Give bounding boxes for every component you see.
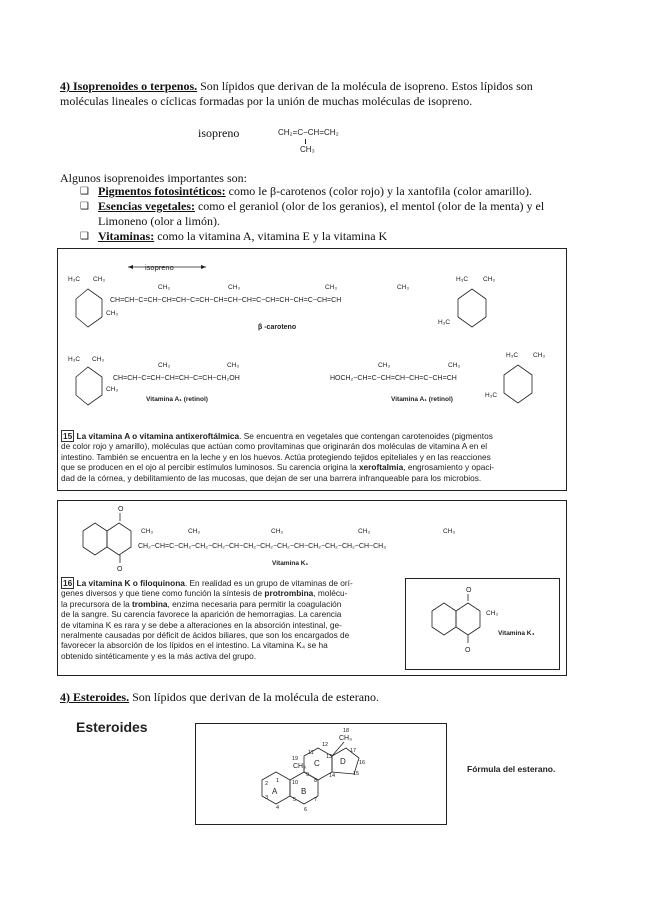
vita-label-right: Vitamina A₁ (retinol) — [391, 396, 453, 403]
bullet-text: como el geraniol (olor de los geranios), el mentol (olor de la menta) y el — [194, 199, 545, 213]
ring-label-d: D — [340, 757, 346, 766]
methyl: H₃C — [506, 352, 519, 359]
vitamin-k4-label: Vitamina K₄ — [498, 630, 535, 637]
vita-chain-right: HOCH₂−CH=C−CH=CH−CH=C−CH=CH — [330, 375, 457, 382]
caption-line: la precursora de la — [61, 598, 133, 609]
methyl: H₃C — [68, 356, 81, 363]
atom-number: 3 — [265, 795, 269, 801]
isoprene-bond — [305, 139, 306, 144]
esteroides-heading: 4) Esteroides. — [60, 690, 130, 704]
bullet-vitaminas — [98, 229, 387, 244]
methyl-right-1: H₃C — [456, 276, 469, 283]
atom-number: 17 — [350, 748, 357, 754]
isoprene-formula: CH₂=C−CH=CH₂ — [278, 128, 339, 137]
arrow-head-right — [201, 265, 206, 269]
ring-quinone — [456, 603, 480, 635]
vitamin-k-caption — [61, 578, 396, 661]
esterano-diagram — [196, 724, 446, 824]
bullet-text-2: Limoneno (olor a limón). — [98, 214, 220, 228]
bullet-esencias — [98, 199, 598, 229]
atom-number: 11 — [308, 750, 314, 756]
vitamin-k1-chain: CH₂−CH=C−CH₂−CH₂−CH₂−CH−CH₂−CH₂−CH₂−CH−CH₂−CH₂−CH₂−CH−CH₃ — [138, 543, 387, 550]
methyl-left-1: H₃C — [68, 276, 81, 283]
vitamin-k4-box — [405, 578, 560, 670]
atom-number: 5 — [293, 797, 297, 803]
isoprene-label: isopreno — [198, 126, 240, 140]
caption-line: de la sangre. Su carencia favorece la aparición de hemorragias. La carencia — [61, 609, 342, 620]
methyl-19: CH₃ — [293, 763, 306, 770]
caption-title: La vitamina K o filoquinona — [76, 578, 185, 588]
caption-title: La vitamina A o vitamina antixeroftálmica — [76, 431, 240, 441]
methyl-right-3: H₃C — [438, 319, 451, 326]
carotene-diagram — [58, 249, 566, 419]
atom-number: 12 — [322, 742, 329, 748]
bullet-term: Vitaminas: — [98, 229, 155, 243]
bullet-term: Pigmentos fotosintéticos: — [98, 184, 226, 198]
methyl-chain: CH₃ — [158, 284, 171, 291]
ring-quinone — [107, 523, 131, 555]
bullet-icon: ❑ — [80, 201, 89, 212]
isopreno-marker-label: isopreno — [145, 263, 174, 272]
vitamin-a-caption — [61, 431, 563, 483]
ring-benzene — [432, 603, 456, 635]
caption-line: favorecer la absorción de los lípidos en el intestino. La vitamina K₄ se ha — [61, 640, 328, 651]
methyl: CH₃ — [158, 362, 171, 369]
caption-line: obtenido sintéticamente y es la más activa del grupo. — [61, 650, 257, 661]
carotene-figure-box — [57, 248, 567, 491]
caption-number-badge: 16 — [63, 578, 73, 588]
vitamin-k-figure-box — [57, 500, 567, 676]
ring-benzene — [83, 523, 107, 555]
atom-number: 19 — [292, 756, 299, 762]
caption-line: . Se encuentra en vegetales que contengan carotenoides (pigmentos — [239, 431, 493, 441]
methyl: CH₃ — [533, 352, 546, 359]
bullet-pigmentos — [98, 184, 532, 199]
methyl-right-2: CH₃ — [483, 276, 496, 283]
methyl: CH₃ — [106, 386, 119, 393]
oxygen-label: O — [466, 587, 472, 594]
methyl-18: CH₃ — [339, 735, 352, 742]
ring-left — [76, 289, 102, 327]
carotene-chain: CH=CH−C=CH−CH=CH−C=CH−CH=CH−CH=C−CH=CH−CH=C−CH=CH — [110, 297, 342, 304]
atom-number: 1 — [276, 778, 280, 784]
atom-number: 14 — [329, 773, 336, 779]
vitamin-k4-diagram — [406, 579, 559, 669]
methyl: CH₃ — [227, 362, 240, 369]
atom-number: 8 — [314, 778, 318, 784]
esteroides-intro: Son lípidos que derivan de la molécula de esterano. — [129, 690, 380, 704]
isoprenoides-intro-2: moléculas lineales o cíclicas formadas por la unión de muchas moléculas de isopreno. — [60, 94, 473, 108]
caption-line: de color rojo y amarillo), moléculas que actúan como provitaminas que originarán dos moléculas de vitamina A en el — [61, 441, 488, 452]
ring-label-a: A — [272, 787, 278, 796]
bullet-icon: ❑ — [80, 186, 89, 197]
ring-vita-right — [504, 365, 532, 403]
atom-number: 16 — [359, 760, 366, 766]
examples-intro: Algunos isoprenoides importantes son: — [60, 171, 247, 185]
methyl-chain: CH₃ — [397, 284, 410, 291]
oxygen-label: O — [118, 506, 124, 513]
caption-line: intestino. También se encuentra en la leche y en los huevos. Actúa protegiendo tejidos epiteliales y en las reacciones — [61, 451, 491, 462]
atom-number: 9 — [306, 772, 310, 778]
bullet-text: como la vitamina A, vitamina E y la vitamina K — [154, 229, 388, 243]
methyl-chain: CH₃ — [325, 284, 338, 291]
bullet-icon: ❑ — [80, 231, 89, 242]
methyl: CH₃ — [448, 362, 461, 369]
caption-bold-term: trombina — [132, 598, 168, 609]
ring-label-c: C — [314, 759, 320, 768]
atom-number: 4 — [276, 805, 280, 811]
methyl: CH₃ — [92, 356, 105, 363]
vitamin-k1-label: Vitamina K₁ — [272, 560, 309, 567]
methyl: CH₃ — [188, 528, 201, 535]
methyl: CH₃ — [486, 610, 499, 617]
isoprenoides-intro-1: Son lípidos que derivan de la molécula de isopreno. Estos lípidos son — [197, 79, 533, 93]
ring-vita-left — [76, 367, 102, 405]
atom-number: 2 — [265, 781, 269, 787]
isoprenoides-heading: 4) Isoprenoides o terpenos. — [60, 79, 198, 93]
ring-right — [458, 289, 486, 327]
atom-number: 13 — [326, 754, 333, 760]
vita-chain-left: CH=CH−C=CH−CH=CH−C=CH−CH₂OH — [113, 375, 240, 382]
bullet-text: como le β-carotenos (color rojo) y la xantofila (color amarillo). — [225, 184, 532, 198]
methyl-left-3: CH₃ — [106, 310, 119, 317]
methyl-left-2: CH₃ — [93, 276, 106, 283]
caption-line: dad de la córnea, y debilitamiento de las mucosas, que dejan de ser una barrera infranqueable para los microbios. — [61, 472, 482, 483]
methyl: CH₃ — [443, 528, 456, 535]
caption-line: que se producen en el ojo al percibir estímulos luminosos. Su carencia origina la — [61, 462, 359, 473]
methyl: CH₃ — [141, 528, 154, 535]
esterano-formula-label: Fórmula del esterano. — [467, 764, 556, 774]
caption-line: de vitamina K es rara y se debe a alteraciones en la absorción intestinal, ge- — [61, 619, 342, 630]
methyl: H₃C — [485, 392, 498, 399]
caption-bold-term: protrombina — [264, 588, 314, 599]
atom-number: 18 — [343, 728, 350, 734]
isoprenoides-paragraph — [60, 79, 600, 109]
caption-line: , engrosamiento y opaci- — [403, 462, 495, 473]
caption-line: neralmente causadas por déficit de ácidos biliares, que son los encargados de — [61, 630, 350, 641]
oxygen-label: O — [117, 566, 123, 573]
atom-number: 6 — [304, 807, 308, 813]
bullet-term: Esencias vegetales: — [98, 199, 195, 213]
atom-number: 7 — [314, 797, 318, 803]
esterano-box — [195, 723, 447, 825]
caption-line: , enzima necesaria para permitir la coagulación — [167, 598, 342, 609]
caption-line: genes diversos y que tiene como función la síntesis de — [61, 588, 265, 599]
carotene-label: β -caroteno — [258, 324, 297, 331]
ring-label-b: B — [301, 787, 307, 796]
arrow-head-left — [128, 265, 133, 269]
caption-number-badge: 15 — [63, 431, 73, 441]
isoprene-methyl: CH₃ — [300, 145, 315, 154]
caption-line: . En realidad es un grupo de vitaminas de orí- — [184, 578, 353, 588]
oxygen-label: O — [465, 647, 471, 654]
caption-line: , molécu- — [313, 588, 348, 599]
caption-bold-term: xeroftalmia — [358, 462, 404, 473]
methyl: CH₃ — [358, 528, 371, 535]
atom-number: 15 — [353, 771, 360, 777]
methyl: CH₃ — [271, 528, 284, 535]
esteroides-paragraph — [60, 690, 379, 705]
esteroides-figure-title: Esteroides — [76, 719, 148, 735]
vita-label-left: Vitamina A₁ (retinol) — [146, 396, 208, 403]
methyl-chain: CH₃ — [228, 284, 241, 291]
vitamin-k1-diagram — [58, 501, 566, 573]
atom-number: 10 — [292, 780, 299, 786]
methyl: CH₃ — [378, 362, 391, 369]
